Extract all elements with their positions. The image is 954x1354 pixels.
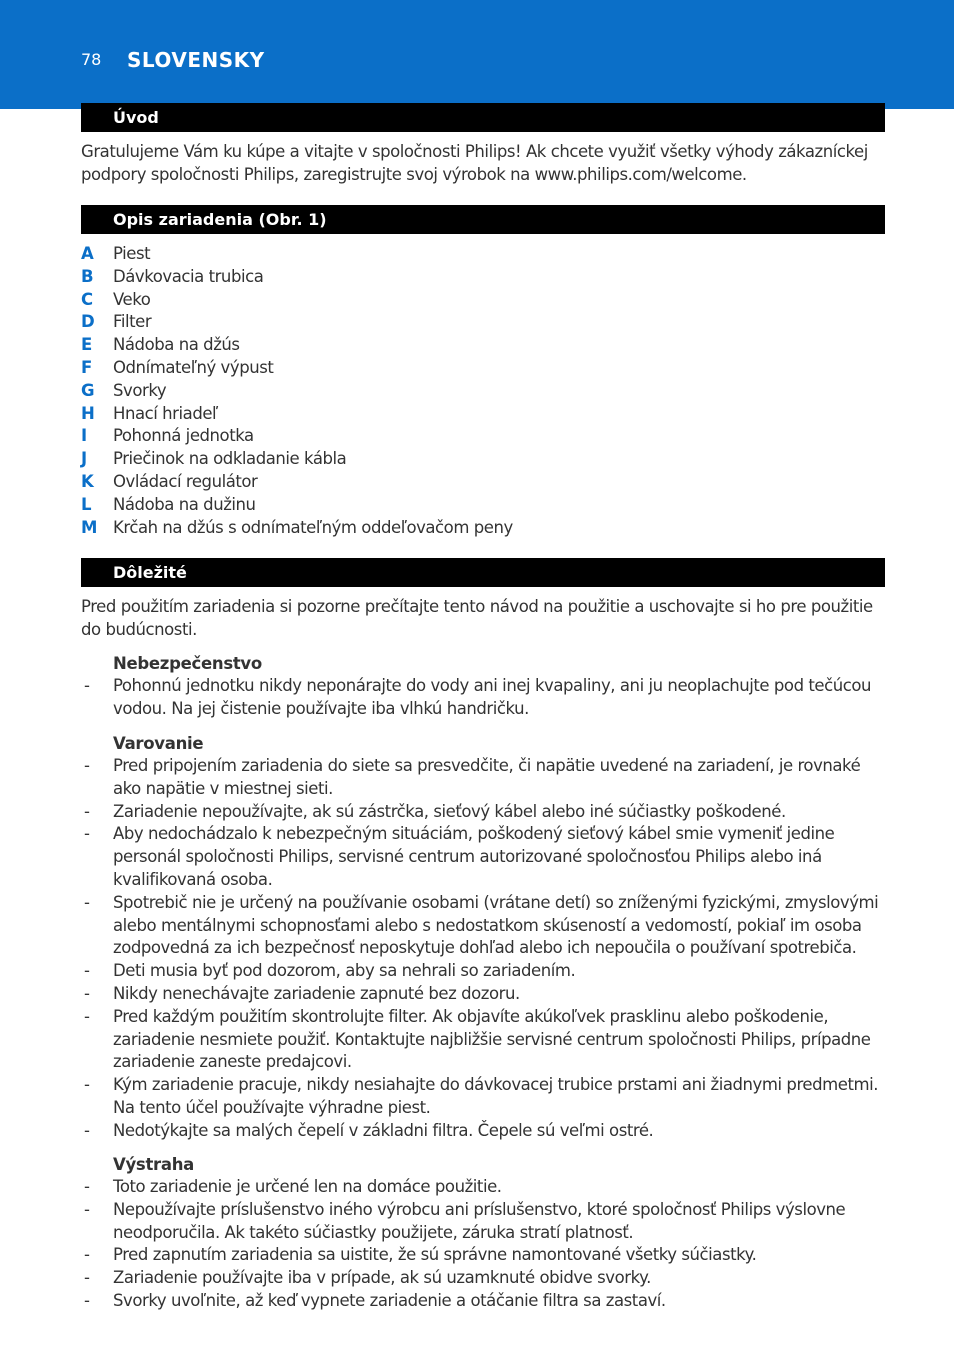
- list-item: - Kým zariadenie pracuje, nikdy nesiahajte do dávkovacej trubice prstami ani žiadnymi predmetmi. Na tento účel používajte výhradne piest.: [84, 1075, 879, 1117]
- part-label: Nádoba na džús: [113, 335, 240, 355]
- header-bar: [0, 0, 954, 109]
- section-header-important: [81, 558, 885, 587]
- list-item-text: Pred pripojením zariadenia do siete sa presvedčite, či napätie uvedené na zariadení, je rovnaké ako napätie v miestnej sieti.: [113, 756, 861, 798]
- parts-list: [81, 243, 881, 539]
- part-label: Priečinok na odkladanie kábla: [113, 449, 347, 469]
- list-item: - Nikdy nenechávajte zariadenie zapnuté bez dozoru.: [84, 983, 520, 1003]
- list-item-text: Nepoužívajte príslušenstvo iného výrobcu ani príslušenstvo, ktoré spoločnosť Philips výslovne neodporučila. Ak takéto súčiastky použijete, záruka stratí platnosť.: [113, 1199, 846, 1242]
- part-label: Odnímateľný výpust: [113, 357, 274, 377]
- part-label: Pohonná jednotka: [113, 426, 254, 446]
- list-item-text: Pred každým použitím skontrolujte filter. Ak objavíte akúkoľvek prasklinu alebo poškodenie, zariadenie nesmiete použiť. Kontaktujte najbližšie servisné centrum spoločnosti Philips, prípadne zariadenie zaneste predajcovi.: [113, 1006, 871, 1072]
- part-letter: B: [81, 266, 94, 286]
- part-letter: H: [81, 403, 95, 423]
- part-label: Hnací hriadeľ: [113, 403, 218, 423]
- list-item: - Pred každým použitím skontrolujte filter. Ak objavíte akúkoľvek prasklinu alebo poškodenie, zariadenie nesmiete použiť. Kontaktujte najbližšie servisné centrum spoločnosti Philips, prípadne zariadenie zaneste predajcovi.: [84, 1006, 871, 1072]
- part-label: Piest: [113, 244, 151, 263]
- list-item: [81, 517, 881, 540]
- list-item: - Nedotýkajte sa malých čepelí v základni filtra. Čepele sú veľmi ostré.: [84, 1120, 654, 1140]
- list-item: - Aby nedochádzalo k nebezpečným situáciám, poškodený sieťový kábel smie vymeniť jedine personál spoločnosti Philips, servisné centrum autorizované spoločnosťou Philips alebo iná kvalifikovaná osoba.: [84, 824, 835, 889]
- part-letter: C: [81, 289, 93, 309]
- list-item: [81, 425, 881, 448]
- list-item: - Spotrebič nie je určený na používanie osobami (vrátane detí) so zníženými fyzickými, zmyslovými alebo mentálnymi schopnosťami alebo s nedostatkom skúseností a vedomostí, pokiaľ im osoba zodpovedná za ich bezpečnosť neposkytuje dohľad alebo ich nepoučila o používaní spotrebiča.: [84, 892, 879, 958]
- warning-heading: Varovanie: [113, 734, 204, 753]
- part-label: Dávkovacia trubica: [113, 266, 264, 286]
- section-title: Úvod: [113, 108, 159, 127]
- list-item: [81, 243, 881, 266]
- list-item: - Pred zapnutím zariadenia sa uistite, že sú správne namontované všetky súčiastky.: [84, 1245, 757, 1265]
- list-item: [81, 334, 881, 357]
- page-number: 78: [81, 50, 102, 69]
- list-item: [81, 471, 881, 494]
- list-item: - Toto zariadenie je určené len na domáce použitie.: [84, 1177, 502, 1196]
- list-item: [81, 289, 881, 312]
- list-item-text: Kým zariadenie pracuje, nikdy nesiahajte do dávkovacej trubice prstami ani žiadnymi predmetmi. Na tento účel používajte výhradne piest.: [113, 1075, 879, 1117]
- caution-heading: Výstraha: [113, 1155, 194, 1174]
- list-item-text: Pohonnú jednotku nikdy neponárajte do vody ani inej kvapaliny, ani ju neoplachujte pod tečúcou vodou. Na jej čistenie používajte iba vlhkú handričku.: [113, 676, 872, 718]
- list-item-text: Nikdy nenechávajte zariadenie zapnuté bez dozoru.: [113, 983, 520, 1003]
- part-letter: G: [81, 380, 95, 400]
- danger-list: [81, 675, 891, 721]
- part-letter: K: [81, 471, 94, 491]
- part-letter: F: [81, 357, 92, 377]
- part-letter: M: [81, 517, 97, 537]
- list-item-text: Nedotýkajte sa malých čepelí v základni filtra. Čepele sú veľmi ostré.: [113, 1120, 654, 1140]
- list-item-text: Pred zapnutím zariadenia sa uistite, že sú správne namontované všetky súčiastky.: [113, 1245, 757, 1265]
- list-item: - Zariadenie nepoužívajte, ak sú zástrčka, sieťový kábel alebo iné súčiastky poškodené.: [84, 801, 786, 821]
- part-label: Nádoba na dužinu: [113, 494, 256, 514]
- list-item: - Zariadenie používajte iba v prípade, ak sú uzamknuté obidve svorky.: [84, 1268, 651, 1288]
- list-item: [81, 448, 881, 471]
- part-letter: J: [81, 449, 87, 469]
- part-label: Veko: [113, 289, 151, 309]
- section-header-description: [81, 205, 885, 234]
- part-letter: L: [81, 494, 92, 514]
- part-letter: A: [81, 244, 94, 263]
- list-item: - Pohonnú jednotku nikdy neponárajte do vody ani inej kvapaliny, ani ju neoplachujte pod tečúcou vodou. Na jej čistenie používajte iba vlhkú handričku.: [84, 676, 872, 718]
- list-item: - Deti musia byť pod dozorom, aby sa nehrali so zariadením.: [84, 961, 576, 981]
- section-header-intro: [81, 103, 885, 132]
- part-letter: D: [81, 312, 95, 332]
- list-item: - Pred pripojením zariadenia do siete sa presvedčite, či napätie uvedené na zariadení, je rovnaké ako napätie v miestnej sieti.: [84, 756, 861, 798]
- list-item: [81, 311, 881, 334]
- section-title: Dôležité: [113, 563, 187, 582]
- list-item-text: Zariadenie používajte iba v prípade, ak sú uzamknuté obidve svorky.: [113, 1268, 651, 1288]
- list-item: - Svorky uvoľnite, až keď vypnete zariadenie a otáčanie filtra sa zastaví.: [84, 1290, 666, 1310]
- part-label: Svorky: [113, 380, 167, 400]
- part-letter: I: [81, 426, 87, 446]
- language-title: SLOVENSKY: [127, 48, 265, 72]
- section-title: Opis zariadenia (Obr. 1): [113, 210, 327, 229]
- list-item: [81, 403, 881, 426]
- list-item-text: Deti musia byť pod dozorom, aby sa nehrali so zariadením.: [113, 961, 576, 981]
- warning-list: [81, 755, 891, 1143]
- list-item: - Nepoužívajte príslušenstvo iného výrobcu ani príslušenstvo, ktoré spoločnosť Philips výslovne neodporučila. Ak takéto súčiastky použijete, záruka stratí platnosť.: [84, 1199, 846, 1242]
- danger-heading: Nebezpečenstvo: [113, 654, 262, 673]
- list-item: [81, 380, 881, 403]
- part-letter: E: [81, 335, 92, 355]
- caution-list: [81, 1176, 891, 1313]
- list-item-text: Spotrebič nie je určený na používanie osobami (vrátane detí) so zníženými fyzickými, zmyslovými alebo mentálnymi schopnosťami alebo s nedostatkom skúseností a vedomostí, pokiaľ im osoba zodpovedná za ich bezpečnosť neposkytuje dohľad alebo ich nepoučila o používaní spotrebiča.: [113, 892, 879, 958]
- list-item-text: Zariadenie nepoužívajte, ak sú zástrčka, sieťový kábel alebo iné súčiastky poškodené.: [113, 801, 786, 821]
- part-label: Ovládací regulátor: [113, 471, 258, 491]
- part-label: Krčah na džús s odnímateľným oddeľovačom peny: [113, 517, 513, 537]
- list-item-text: Svorky uvoľnite, až keď vypnete zariadenie a otáčanie filtra sa zastaví.: [113, 1290, 666, 1310]
- list-item: [81, 357, 881, 380]
- part-label: Filter: [113, 312, 152, 332]
- intro-text: Gratulujeme Vám ku kúpe a vitajte v spoločnosti Philips! Ak chcete využiť všetky výhody zákazníckej podpory spoločnosti Philips, zaregistrujte svoj výrobok na www.philips.com/welcome.: [81, 142, 868, 184]
- list-item: [81, 494, 881, 517]
- list-item-text: Toto zariadenie je určené len na domáce použitie.: [113, 1177, 502, 1196]
- list-item: [81, 266, 881, 289]
- important-text: Pred použitím zariadenia si pozorne prečítajte tento návod na použitie a uschovajte si ho pre použitie do budúcnosti.: [81, 597, 873, 639]
- list-item-text: Aby nedochádzalo k nebezpečným situáciám, poškodený sieťový kábel smie vymeniť jedine personál spoločnosti Philips, servisné centrum autorizované spoločnosťou Philips alebo iná kvalifikovaná osoba.: [113, 824, 835, 889]
